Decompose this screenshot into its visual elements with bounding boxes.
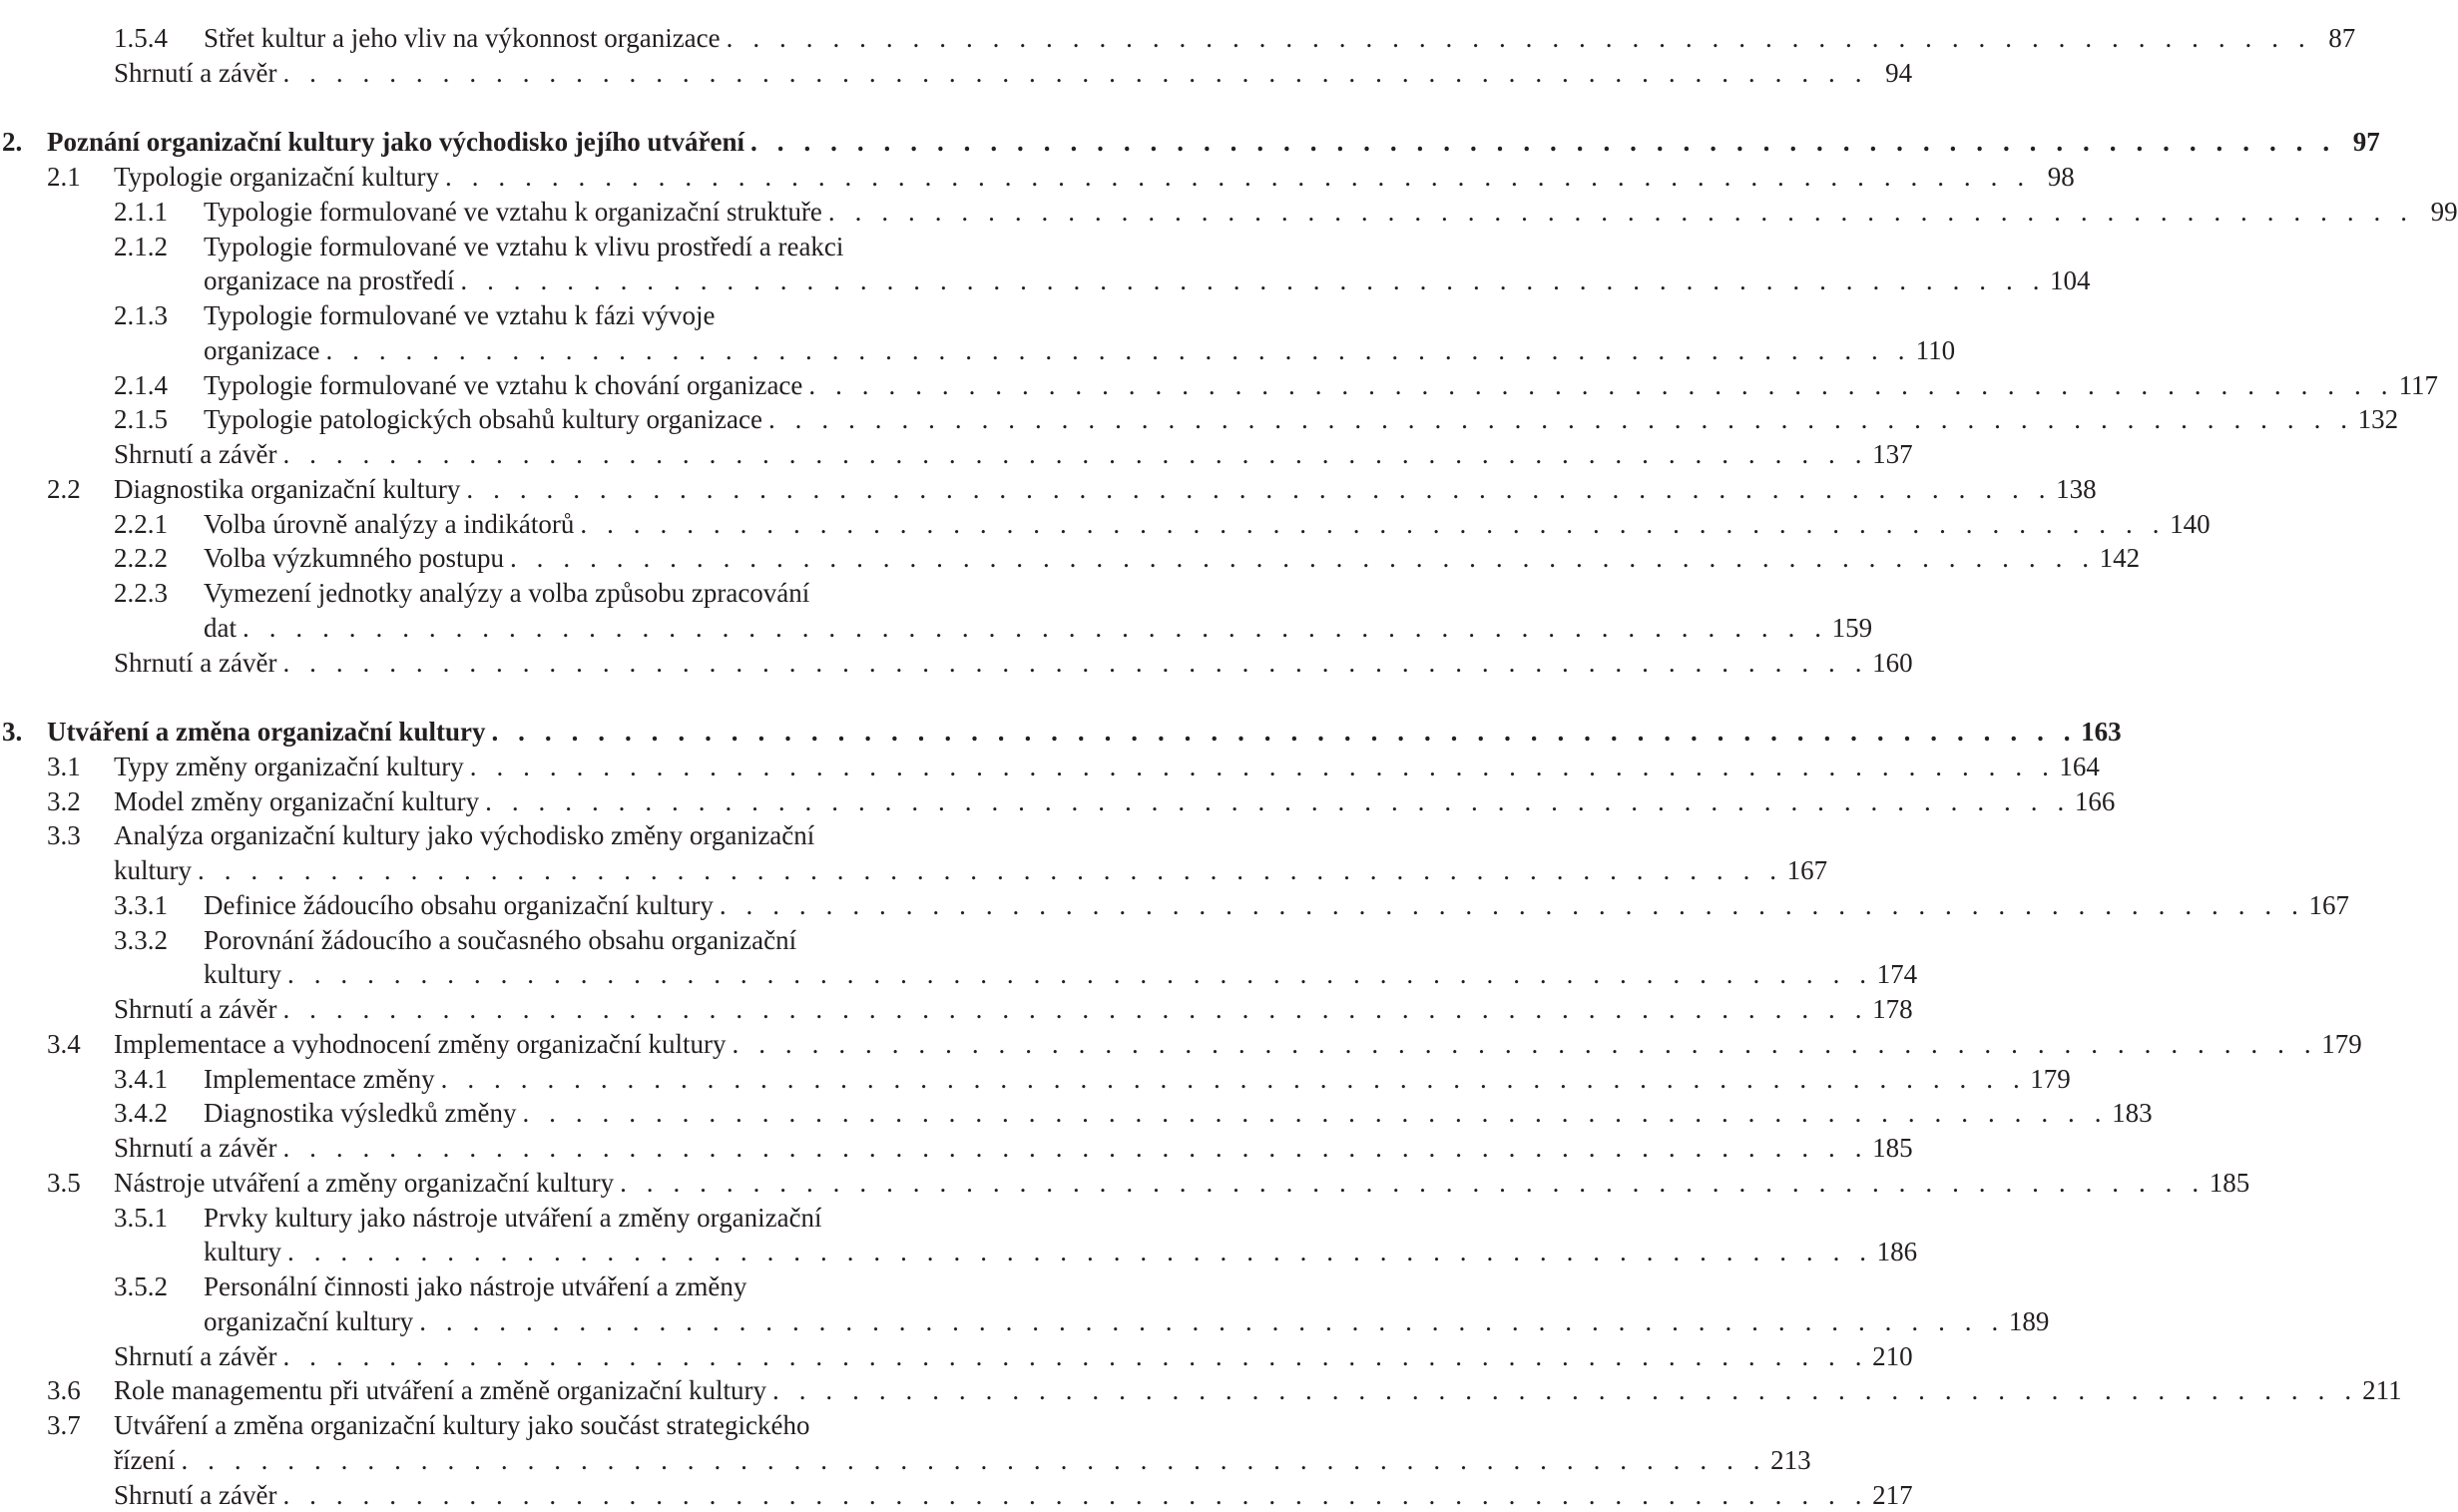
toc-entry-title: Model změny organizační kultury [114,784,479,819]
toc-entry-title: organizační kultury [204,1304,413,1339]
toc-entry-number: 3.5.2 [0,1269,204,1304]
toc-entry[interactable] [0,1201,954,1236]
toc-entry-number: 1.5.4 [0,21,204,56]
dot-leader: . . . . . . . . . . . . . . . . . . . . . . . . . . . . . . . . . . . . . . . . . . . . . . . . . . . . . . . . . . . . [714,888,2305,923]
dot-leader: . . . . . . . . . . . . . . . . . . . . . . . . . . . . . . . . . . . . . . . . . . . . . . . . . . . . . . . . . . . . [276,56,1868,91]
toc-entry-number: 2.1.3 [0,298,204,333]
dot-leader: . . . . . . . . . . . . . . . . . . . . . . . . . . . . . . . . . . . . . . . . . . . . . . . . . . . . . . . . . . . . [276,1131,1868,1166]
toc-entry[interactable] [0,646,954,681]
toc-entry-page: 87 [2311,21,2355,56]
toc-entry-title: Shrnutí a závěr [114,1478,276,1512]
toc-entry[interactable] [0,957,954,992]
toc-entry-title: Volba úrovně analýzy a indikátorů [204,507,574,542]
toc-entry[interactable] [0,1235,954,1269]
toc-entry[interactable] [0,923,954,958]
toc-entry-number: 3.3.2 [0,923,204,958]
toc-entry-number: 2. [0,125,47,160]
toc-entry-page: 179 [2317,1027,2362,1062]
toc-entry[interactable] [0,230,954,264]
toc-entry[interactable] [0,263,954,298]
toc-entry-page: 211 [2358,1373,2402,1408]
dot-leader: . . . . . . . . . . . . . . . . . . . . . . . . . . . . . . . . . . . . . . . . . . . . . . . . . . . . . . . . . . . . [614,1166,2206,1201]
toc-entry[interactable] [0,1339,954,1374]
dot-leader: . . . . . . . . . . . . . . . . . . . . . . . . . . . . . . . . . . . . . . . . . . . . . . . . . . . . . . . . . . . . [281,1235,1873,1269]
toc-entry-title: Shrnutí a závěr [114,992,276,1027]
toc-entry-number: 2.2.2 [0,541,204,576]
toc-entry[interactable] [0,853,954,888]
toc-entry-title: Shrnutí a závěr [114,437,276,472]
toc-entry-page: 99 [2414,195,2458,230]
dot-leader: . . . . . . . . . . . . . . . . . . . . . . . . . . . . . . . . . . . . . . . . . . . . . . . . . . . . . . . . . . . . [479,784,2071,819]
dot-leader: . . . . . . . . . . . . . . . . . . . . . . . . . . . . . . . . . . . . . . . . . . . . . . . . . . . . . . . . . . . . [574,507,2166,542]
toc-entry-page: 137 [1868,437,1913,472]
toc-entry-title: kultury [204,1235,281,1269]
toc-entry-title: Diagnostika organizační kultury [114,472,460,507]
toc-entry-number: 2.1.4 [0,368,204,403]
toc-entry-page: 140 [2166,507,2211,542]
toc-entry[interactable] [0,437,954,472]
toc-entry-title: Typologie patologických obsahů kultury organizace [204,402,762,437]
toc-entry-page: 142 [2096,541,2141,576]
toc-entry[interactable] [0,1166,954,1201]
dot-leader: . . . . . . . . . . . . . . . . . . . . . . . . . . . . . . . . . . . . . . . . . . . . . . . . . . . . . . . . . . . . [766,1373,2358,1408]
toc-entry-page: 186 [1873,1235,1918,1269]
toc-entry[interactable] [0,1443,954,1478]
toc-entry-title: Analýza organizační kultury jako východisko změny organizační [114,818,814,853]
toc-entry-title: Nástroje utváření a změny organizační kultury [114,1166,614,1201]
toc-entry[interactable] [0,472,954,507]
toc-entry[interactable] [0,333,954,368]
toc-entry-title: Shrnutí a závěr [114,56,276,91]
toc-entry-page: 189 [2005,1304,2050,1339]
toc-entry-number: 3.7 [0,1408,114,1443]
toc-entry-title: Shrnutí a závěr [114,1131,276,1166]
toc-entry-title: Utváření a změna organizační kultury [47,715,485,750]
toc-entry[interactable] [0,818,954,853]
toc-entry[interactable] [0,1027,954,1062]
toc-entry-page: 178 [1868,992,1913,1027]
toc-entry-page: 210 [1868,1339,1913,1374]
toc-entry[interactable] [0,21,954,56]
toc-entry[interactable] [0,1062,954,1097]
toc-entry[interactable] [0,1478,954,1512]
toc-entry-title: Typologie formulované ve vztahu k organizační struktuře [204,195,822,230]
toc-entry-title: Shrnutí a závěr [114,1339,276,1374]
toc-entry-title: organizace [204,333,319,368]
dot-leader: . . . . . . . . . . . . . . . . . . . . . . . . . . . . . . . . . . . . . . . . . . . . . . . . . . . . . . . . . . . . [439,160,2031,195]
dot-leader: . . . . . . . . . . . . . . . . . . . . . . . . . . . . . . . . . . . . . . . . . . . . . . . . . . . . . . . . . . . . [464,750,2056,784]
toc-entry-title: Volba výzkumného postupu [204,541,504,576]
toc-entry-number: 3.6 [0,1373,114,1408]
dot-leader: . . . . . . . . . . . . . . . . . . . . . . . . . . . . . . . . . . . . . . . . . . . . . . . . . . . . . . . . . . . . [192,853,1783,888]
toc-entry-number: 3.3 [0,818,114,853]
dot-leader: . . . . . . . . . . . . . . . . . . . . . . . . . . . . . . . . . . . . . . . . . . . . . . . . . . . . . . . . . . . . [762,402,2354,437]
toc-entry-number: 3. [0,715,47,750]
toc-entry[interactable] [0,160,954,195]
dot-leader: . . . . . . . . . . . . . . . . . . . . . . . . . . . . . . . . . . . . . . . . . . . . . . . . . . . . . . . . . . . . [516,1096,2108,1131]
toc-entry-number: 3.5 [0,1166,114,1201]
toc-entry[interactable] [0,507,954,542]
dot-leader: . . . . . . . . . . . . . . . . . . . . . . . . . . . . . . . . . . . . . . . . . . . . . . . . . . . . . . . . . . . . [276,646,1868,681]
toc-entry-title: dat [204,611,237,646]
toc-entry-page: 159 [1828,611,1873,646]
toc-entry-title: Definice žádoucího obsahu organizační kultury [204,888,714,923]
toc-entry[interactable] [0,1304,954,1339]
toc-entry-number: 3.4.2 [0,1096,204,1131]
dot-leader: . . . . . . . . . . . . . . . . . . . . . . . . . . . . . . . . . . . . . . . . . . . . . . . . . . . . . . . . . . . . [454,263,2046,298]
toc-entry-title: Personální činnosti jako nástroje utváření a změny [204,1269,746,1304]
dot-leader: . . . . . . . . . . . . . . . . . . . . . . . . . . . . . . . . . . . . . . . . . . . . . . . . . . . . . . . . . . . . [727,1027,2318,1062]
toc-entry-title: organizace na prostředí [204,263,454,298]
toc-entry-page: 110 [1911,333,1955,368]
toc-entry-page: 179 [2026,1062,2071,1097]
toc-entry-title: Diagnostika výsledků změny [204,1096,516,1131]
toc-entry-number: 2.1.2 [0,230,204,264]
toc-entry-page: 185 [2206,1166,2250,1201]
dot-leader: . . . . . . . . . . . . . . . . . . . . . . . . . . . . . . . . . . . . . . . . . . . . . . . . . . . . . . . . . . . . [435,1062,2027,1097]
toc-entry-number: 2.1.1 [0,195,204,230]
toc-entry[interactable] [0,56,954,91]
toc-entry-title: Typy změny organizační kultury [114,750,464,784]
toc-entry-number: 2.1.5 [0,402,204,437]
toc-entry-number: 2.2.1 [0,507,204,542]
toc-entry[interactable] [0,1373,954,1408]
toc-entry-title: Typologie formulované ve vztahu k fázi vývoje [204,298,715,333]
dot-leader: . . . . . . . . . . . . . . . . . . . . . . . . . . . . . . . . . . . . . . . . . . . . . . . . . . . . . . . . . . . . [460,472,2052,507]
toc-entry-title: Shrnutí a závěr [114,646,276,681]
toc-entry[interactable] [0,298,954,333]
dot-leader: . . . . . . . . . . . . . . . . . . . . . . . . . . . . . . . . . . . . . . . . . . . . . . . . . . . . . . . . . . . . [276,992,1868,1027]
toc-entry-title: řízení [114,1443,175,1478]
toc-entry-title: Střet kultur a jeho vliv na výkonnost organizace [204,21,721,56]
toc-entry-page: 104 [2046,263,2091,298]
toc-entry[interactable] [0,195,954,230]
dot-leader: . . . . . . . . . . . . . . . . . . . . . . . . . . . . . . . . . . . . . . . . . . . . . . . . . . . . . . . . . . . . [485,715,2077,750]
toc-entry-page: 185 [1868,1131,1913,1166]
toc-entry-page: 160 [1868,646,1913,681]
toc-entry-title: kultury [204,957,281,992]
toc-entry-title: kultury [114,853,192,888]
toc-entry-page: 138 [2052,472,2097,507]
toc-entry-title: Utváření a změna organizační kultury jako součást strategického [114,1408,810,1443]
toc-entry-title: Poznání organizační kultury jako východisko jejího utváření [47,125,744,160]
dot-leader: . . . . . . . . . . . . . . . . . . . . . . . . . . . . . . . . . . . . . . . . . . . . . . . . . . . . . . . . . . . . [276,1478,1868,1512]
toc-entry[interactable] [0,125,954,160]
toc-entry[interactable] [0,1408,954,1443]
dot-leader: . . . . . . . . . . . . . . . . . . . . . . . . . . . . . . . . . . . . . . . . . . . . . . . . . . . . . . . . . . . . [721,21,2312,56]
toc-entry-number: 3.1 [0,750,114,784]
toc-entry-number: 3.3.1 [0,888,204,923]
toc-entry[interactable] [0,750,954,784]
toc-entry[interactable] [0,541,954,576]
toc-entry-page: 167 [2304,888,2349,923]
toc-entry[interactable] [0,402,954,437]
dot-leader: . . . . . . . . . . . . . . . . . . . . . . . . . . . . . . . . . . . . . . . . . . . . . . . . . . . . . . . . . . . . [237,611,1828,646]
dot-leader: . . . . . . . . . . . . . . . . . . . . . . . . . . . . . . . . . . . . . . . . . . . . . . . . . . . . . . . . . . . . [276,437,1868,472]
toc-entry-title: Porovnání žádoucího a současného obsahu organizační [204,923,796,958]
toc-entry[interactable] [0,368,954,403]
dot-leader: . . . . . . . . . . . . . . . . . . . . . . . . . . . . . . . . . . . . . . . . . . . . . . . . . . . . . . . . . . . . [281,957,1873,992]
toc-entry[interactable] [0,784,954,819]
toc-entry-page: 166 [2071,784,2116,819]
dot-leader: . . . . . . . . . . . . . . . . . . . . . . . . . . . . . . . . . . . . . . . . . . . . . . . . . . . . . . . . . . . . [413,1304,2005,1339]
toc-entry-number: 3.2 [0,784,114,819]
table-of-contents [0,21,954,1512]
toc-entry[interactable] [0,992,954,1027]
toc-entry-page: 132 [2354,402,2399,437]
toc-entry-page: 167 [1783,853,1828,888]
dot-leader: . . . . . . . . . . . . . . . . . . . . . . . . . . . . . . . . . . . . . . . . . . . . . . . . . . . . . . . . . . . . [802,368,2394,403]
toc-entry-number: 2.1 [0,160,114,195]
toc-entry-page: 213 [1766,1443,1811,1478]
toc-entry-title: Vymezení jednotky analýzy a volba způsobu zpracování [204,576,809,611]
dot-leader: . . . . . . . . . . . . . . . . . . . . . . . . . . . . . . . . . . . . . . . . . . . . . . . . . . . . . . . . . . . . [744,125,2336,160]
toc-entry-title: Implementace změny [204,1062,435,1097]
toc-entry-page: 97 [2336,125,2380,160]
toc-entry-number: 2.2.3 [0,576,204,611]
toc-entry-number: 3.4 [0,1027,114,1062]
toc-entry-title: Typologie formulované ve vztahu k vlivu prostředí a reakci [204,230,843,264]
toc-entry-page: 163 [2077,715,2122,750]
toc-entry-title: Typologie formulované ve vztahu k chování organizace [204,368,802,403]
dot-leader: . . . . . . . . . . . . . . . . . . . . . . . . . . . . . . . . . . . . . . . . . . . . . . . . . . . . . . . . . . . . [319,333,1911,368]
toc-entry-title: Role managementu při utváření a změně organizační kultury [114,1373,766,1408]
toc-entry[interactable] [0,1269,954,1304]
dot-leader: . . . . . . . . . . . . . . . . . . . . . . . . . . . . . . . . . . . . . . . . . . . . . . . . . . . . . . . . . . . . [504,541,2096,576]
toc-entry[interactable] [0,576,954,611]
toc-entry-page: 94 [1868,56,1912,91]
toc-entry[interactable] [0,888,954,923]
toc-entry[interactable] [0,715,954,750]
dot-leader: . . . . . . . . . . . . . . . . . . . . . . . . . . . . . . . . . . . . . . . . . . . . . . . . . . . . . . . . . . . . [276,1339,1868,1374]
toc-entry-page: 117 [2394,368,2438,403]
toc-entry-number: 3.5.1 [0,1201,204,1236]
toc-entry-page: 174 [1873,957,1918,992]
dot-leader: . . . . . . . . . . . . . . . . . . . . . . . . . . . . . . . . . . . . . . . . . . . . . . . . . . . . . . . . . . . . [822,195,2414,230]
toc-entry[interactable] [0,1131,954,1166]
toc-entry-number: 2.2 [0,472,114,507]
dot-leader: . . . . . . . . . . . . . . . . . . . . . . . . . . . . . . . . . . . . . . . . . . . . . . . . . . . . . . . . . . . . [175,1443,1766,1478]
toc-entry-title: Implementace a vyhodnocení změny organizační kultury [114,1027,727,1062]
toc-entry[interactable] [0,611,954,646]
toc-entry[interactable] [0,1096,954,1131]
toc-entry-page: 164 [2055,750,2100,784]
toc-entry-title: Typologie organizační kultury [114,160,439,195]
toc-entry-page: 183 [2108,1096,2153,1131]
toc-entry-number: 3.4.1 [0,1062,204,1097]
toc-entry-page: 217 [1868,1478,1913,1512]
toc-entry-title: Prvky kultury jako nástroje utváření a změny organizační [204,1201,822,1236]
toc-entry-page: 98 [2031,160,2075,195]
